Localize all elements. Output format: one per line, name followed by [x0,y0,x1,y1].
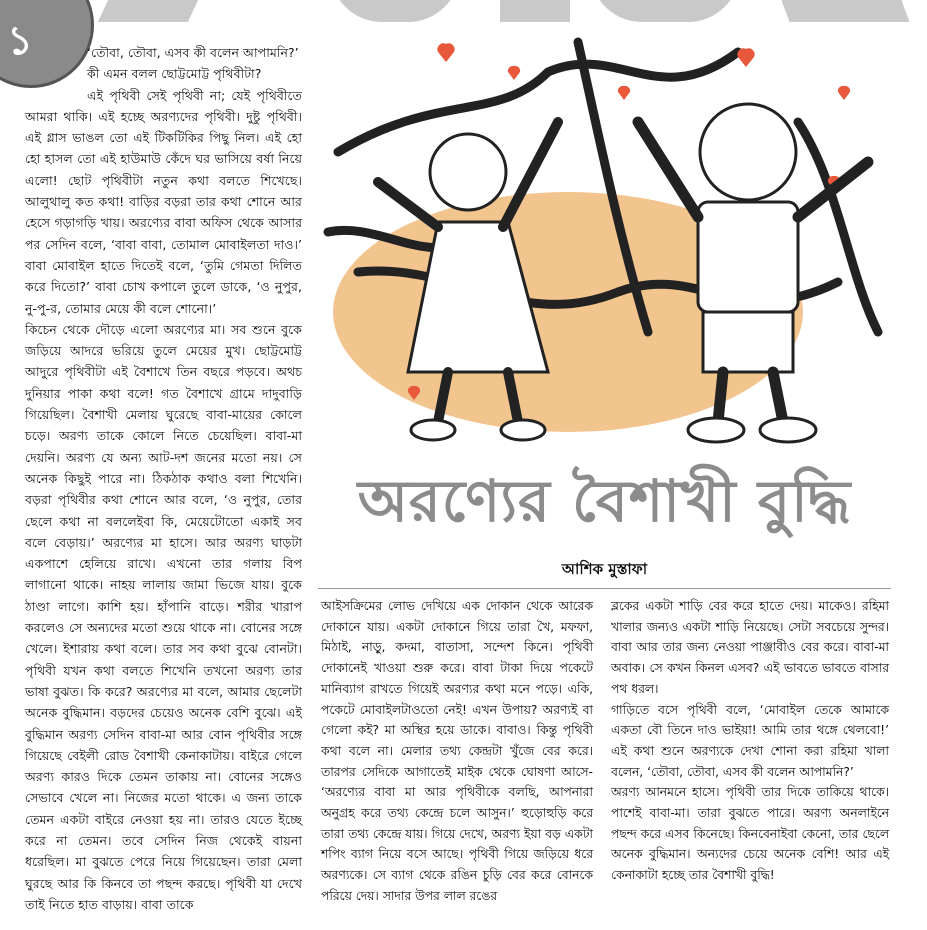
divider [318,588,891,589]
masthead-banner [0,0,927,24]
author-name: আশিক মুস্তাফা [561,560,648,578]
article-title: অরণ্যের বৈশাখী বুদ্ধি [357,467,852,535]
paragraph: কী এমন বলল ছোট্টমোট্ট পৃথিবীটা? [87,66,262,82]
children-illustration [318,32,891,452]
paragraph: ‘তৌবা, তৌবা, এসব কী বলেন আপামনি?’ [87,45,299,60]
paragraph: এই পৃথিবী সেই পৃথিবী না; যেই পৃথিবীতে আমরা থাকি। এই হচ্ছে অরণ্যদের পৃথিবী। দুষ্টু পৃথিবী। এই গ্লাস ভাঙল তো এই টিকটিকির পিছু নিল। এই হো হো হাসল তো এই হাউমাউ কেঁদে ঘর ভাসিয়ে বর্ষা নিয়ে এলো! ছোট পৃথিবীটা নতুন কথা বলতে শিখেছে। আলুথালু কত কথা! বাড়ির বড়রা তার কথা শোনে আর হেসে গড়াগড়ি খায়। অরণ্যের বাবা অফিস থেকে আসার পর সেদিন বলে, ‘বাবা বাবা, তোমাল মোবাইলতা দাও।’ বাবা মোবাইল হাতে দিতেই বলে, ‘তুমি গেমতা দিলিত করে দিতো?’ বাবা চোখ কপালে তুলে ডাকে, ‘ও নুপুর, নু-পু-র, তোমার মেয়ে কী বলে শোনো।’ [25,87,302,316]
right-column [611,596,889,886]
paragraph: ব্লকের একটা শাড়ি বের করে হাতে দেয়। মাকেও। রহিমা খালার জন্যও একটা শাড়ি নিয়েছে। সেটা সবচেয়ে সুন্দর। বাবা আর তার জন্য নেওয়া পাঞ্জাবীও বের করে। বাবা-মা অবাক। সে কখন কিনল এসব? এই ভাবতে ভাবতে বাসার পথ ধরল। [611,599,889,696]
middle-column [321,596,593,907]
paragraph: কিচেন থেকে দৌড়ে এলো অরণ্যের মা। সব শুনে বুকে জড়িয়ে আদরে ভরিয়ে তুলে মেয়ের মুখ। ছোট্টমোট্ট আদুরে পৃথিবীটা এই বৈশাখে তিন বছরে পড়বে। অথচ দুনিয়ার পাকা কথা বলে! গত বৈশাখে গ্রামে দাদুবাড়ি গিয়েছিল। বৈশাখী মেলায় ঘুরেছে বাবা-মায়ের কোলে চড়ে। অরণ্য তাকে কোলে নিতে চেয়েছিল। বাবা-মা দেয়নি। অরণ্য যে অন্য আট-দশ জনের মতো নয়। সে অনেক কিছুই পারে না। ঠিকঠাক কথাও বলা শিখেনি। বড়রা পৃথিবীর কথা শোনে আর বলে, ‘ও নুপুর, তোর ছেলে কথা না বললেইবা কি, মেয়েটোতো একাই সব বলে বেড়ায়।’ অরণ্যের মা হাসে। আর অরণ্য ঘাড়টা একপাশে হেলিয়ে রাখে। এখনো তার গলায় বিপ লাগানো থাকে। নাহয় লালায় জামা ভিজে যায়। বুকে ঠাণ্ডা লাগে। কাশি হয়। হাঁপানি বাড়ে। শরীর খারাপ করলেও সে অন্যদের মতো শুয়ে থাকে না। বোনের সঙ্গে খেলে। ইশারায় কথা বলে। তার সব কথা বুঝে বোনটা। পৃথিবী যখন কথা বলতে শিখেনি তখনো অরণ্য তার ভাষা বুঝত। কি করে? অরণ্যের মা বলে, আমার ছেলেটা অনেক বুদ্ধিমান। বড়দের চেয়েও অনেক বেশি বুঝে। এই বুদ্ধিমান অরণ্য সেদিন বাবা-মা আর বোন পৃথিবীর সঙ্গে গিয়েছে বেইলী রোড বৈশাখী কেনাকাটায়। বাইরে গেলে অরণ্য কারও দিকে তেমন তাকায় না। বোনের সঙ্গেও সেভাবে খেলে না। নিজের মতো থাকে। এ জন্য তাকে তেমন একটা বাইরে নেওয়া হয় না। তারও যেতে ইচ্ছে করে না তেমন। তবে সেদিন নিজ থেকেই বায়না ধরেছিল। মা বুঝতে পেরে নিয়ে গিয়েছেন। তারা মেলা ঘুরছে আর কি কিনবে তা পছন্দ করছে। পৃথিবী যা দেখে তাই নিতে হাত বাড়ায়। বাবা তাকে [25,321,302,912]
paragraph: অরণ্য আনমনে হাসে। পৃথিবী তার দিকে তাকিয়ে থাকে। পাশেই বাবা-মা। তারা বুঝতে পারে। অরণ্য অনলাইনে পছন্দ করে এসব কিনেছে। কিনবেনাইবা কেনো, তার ছেলে অনেক বুদ্ধিমান। অন্যদের চেয়ে অনেক বেশি! আর এই কেনাকাটা হচ্ছে তার বৈশাখী বুদ্ধি! [611,785,889,883]
paragraph: আইসক্রিমের লোভ দেখিয়ে এক দোকান থেকে আরেক দোকানে যায়। একটা দোকানে গিয়ে তারা খৈ, মফফা, মিঠাই, নাড়ু, কদমা, বাতাসা, সন্দেশ কিনে। পৃথিবী দোকানেই খাওয়া শুরু করে। বাবা টাকা দিয়ে পকেটে মানিব্যাগ রাখতে গিয়েই অরণ্যর কথা মনে পড়ে। একি, পকেটে মোবাইলটাওতো নেই! এখন উপায়? অরণ্যই বা গেলো কই? মা অস্থির হয়ে ডাকে। বাবাও। কিন্তু পৃথিবী কথা বলে না। মেলার তথ্য কেন্দ্রটা খুঁজে বের করে। তারপর সেদিকে আগাতেই মাইক থেকে ঘোষণা আসে- ‘অরণ্যের বাবা মা আর পৃথিবীকে বলছি, আপনারা অনুগ্রহ করে তথ্য কেন্দ্রে চলে আসুন।’ হুড়োহুড়ি করে তারা তথ্য কেন্দ্রে যায়। গিয়ে দেখে, অরণ্য ইয়া বড় একটা শপিং ব্যাগ নিয়ে বসে আছে। পৃথিবী গিয়ে জড়িয়ে ধরে অরণ্যকে। সে ব্যাগ থেকে রঙিন চুড়ি বের করে বোনকে পরিয়ে দেয়। সাদার উপর লাল রঙের [321,599,593,903]
badge-number: ১ [7,18,33,64]
left-column [25,42,302,915]
paragraph: গাড়িতে বসে পৃথিবী বলে, ‘মোবাইল তেকে আমাকে একতা বৌ তিনে দাও ভাইয়া! আমি তার থঙ্গে থেলবো!’ এই কথা শুনে অরণ্যকে দেখা শোনা করা রহিমা খালা বলেন, ‘তৌবা, তৌবা, এসব কী বলেন আপামনি?’ [611,702,889,779]
